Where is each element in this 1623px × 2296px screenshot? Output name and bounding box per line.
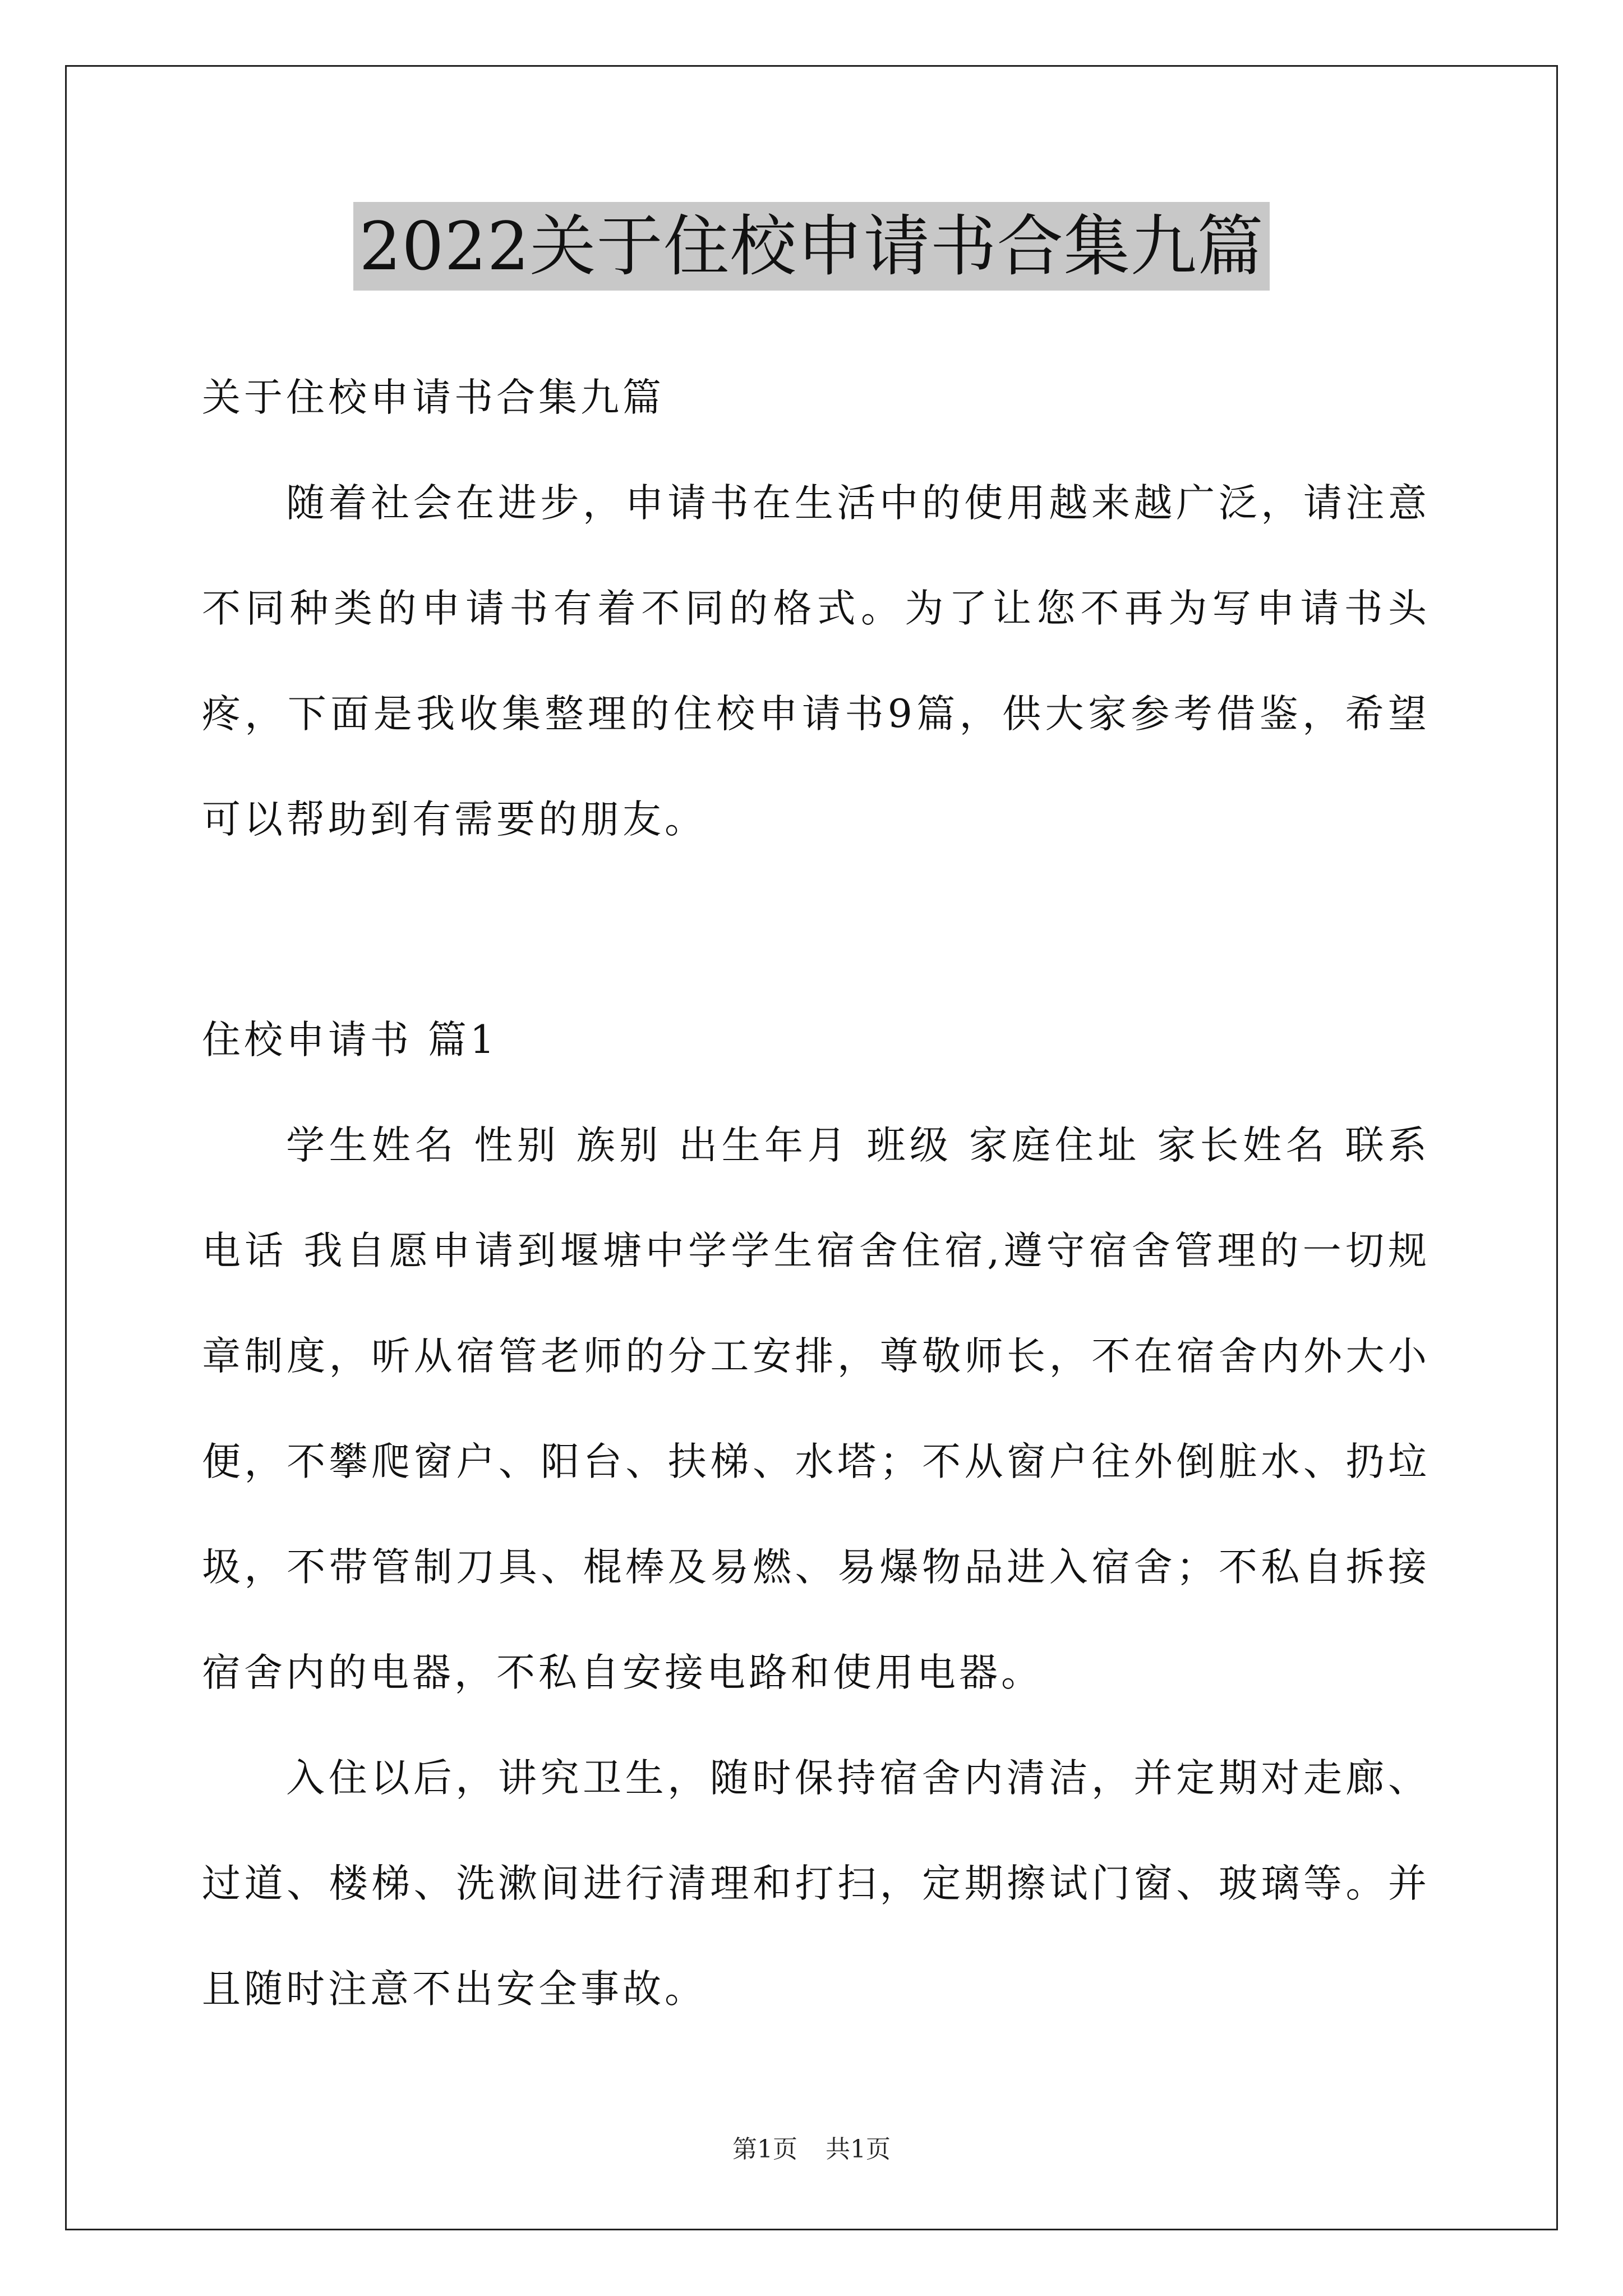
document-body	[202, 345, 1430, 872]
section-paragraph: 学生姓名 性别 族别 出生年月 班级 家庭住址 家长姓名 联系电话 我自愿申请到堰塘中学学生宿舍住宿,遵守宿舍管理的一切规章制度，听从宿管老师的分工安排，尊敬师长，不在宿舍内外大小便，不攀爬窗户、阳台、扶梯、水塔；不从窗户往外倒脏水、扔垃圾，不带管制刀具、棍棒及易燃、易爆物品进入宿舍；不私自拆接宿舍内的电器，不私自安接电路和使用电器。	[202, 1123, 1430, 1695]
page-footer	[0, 2129, 1623, 2165]
section-1	[202, 987, 1430, 2042]
title-container	[0, 202, 1623, 291]
intro-paragraph: 随着社会在进步，申请书在生活中的使用越来越广泛，请注意不同种类的申请书有着不同的格式。为了让您不再为写申请书头疼，下面是我收集整理的住校申请书9篇，供大家参考借鉴，希望可以帮助到有需要的朋友。	[202, 481, 1430, 842]
document-subtitle: 关于住校申请书合集九篇	[202, 375, 665, 420]
section-heading: 住校申请书 篇1	[202, 1018, 498, 1062]
document-title: 2022关于住校申请书合集九篇	[353, 202, 1269, 291]
section-paragraph: 入住以后，讲究卫生，随时保持宿舍内清洁，并定期对走廊、过道、楼梯、洗漱间进行清理和打扫，定期擦试门窗、玻璃等。并且随时注意不出安全事故。	[202, 1756, 1430, 2012]
page-number: 第1页	[732, 2135, 797, 2164]
page-total: 共1页	[826, 2135, 891, 2164]
